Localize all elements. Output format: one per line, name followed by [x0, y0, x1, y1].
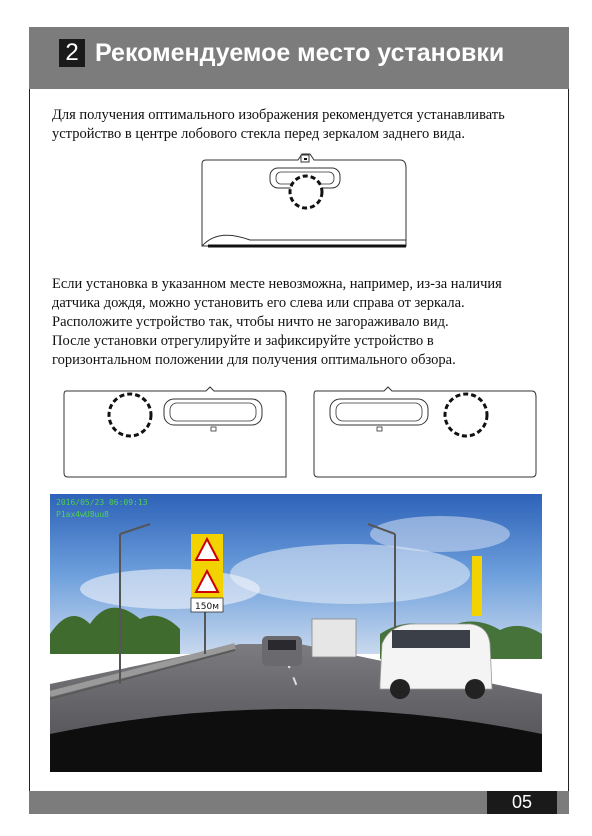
- paragraph-center-mount: Для получения оптимального изображения рекомендуется устанавливать устройство в центре лобового стекла перед зеркалом заднего вида.: [52, 107, 505, 142]
- osd-timestamp: 2016/05/23 06:09:13: [56, 498, 148, 507]
- page-number: 05: [487, 791, 557, 814]
- osd-device-id: P1ax4wU8uu8: [56, 510, 109, 519]
- section-header: [29, 27, 569, 89]
- device-position-right: [445, 394, 487, 436]
- windshield-right-diagram: [310, 385, 540, 480]
- device-position-center: [290, 176, 322, 208]
- paragraph-alternative-mount: Если установка в указанном месте невозможна, например, из-за наличия датчика дождя, можно установить его слева или справа от зеркала. Расположите устройство так, чтобы ничто не загораживало вид. После установки отрегулируйте и зафиксируйте устройство в горизонтальном положении для получения оптимального обзора.: [52, 276, 502, 368]
- section-number: 2: [59, 39, 85, 67]
- dashcam-road-photo: [50, 494, 542, 772]
- windshield-center-diagram: [198, 150, 408, 260]
- device-position-left: [109, 394, 151, 436]
- section-title: Рекомендуемое место установки: [95, 39, 505, 67]
- page-footer: [29, 791, 569, 814]
- windshield-left-diagram: [60, 385, 290, 480]
- sign-distance-label: 150м: [195, 602, 219, 612]
